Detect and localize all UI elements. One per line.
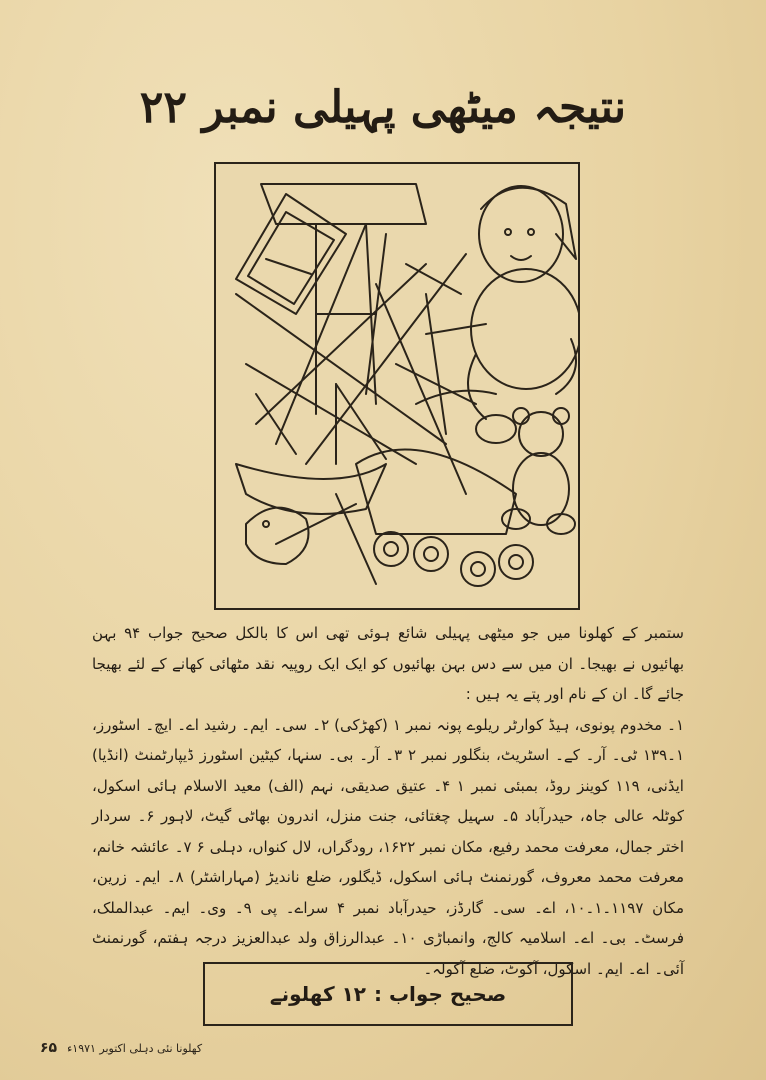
doll-body bbox=[471, 269, 578, 389]
toys-puzzle-drawing bbox=[216, 164, 578, 608]
correct-answer-box bbox=[203, 962, 573, 1026]
answer-label: صحیح جواب : bbox=[374, 982, 507, 1006]
answer-value: ۱۲ کھلونے bbox=[269, 982, 366, 1006]
intro-paragraph: ستمبر کے کھلونا میں جو میٹھی پہیلی شائع ہوئی تھی اس کا بالکل صحیح جواب ۹۴ بہن بھائیوں نے بھیجا۔ ان میں سے دس بہن بھائیوں کو ایک ایک روپیہ نقد مٹھائی کھانے کے لئے بھیجا جائے گا۔ ان کے نام اور پتے یہ ہیں : bbox=[92, 624, 684, 703]
wheel bbox=[499, 545, 533, 579]
puzzle-illustration-frame bbox=[214, 162, 580, 610]
easel-shape bbox=[261, 184, 426, 224]
page-number: ۶۵ bbox=[40, 1040, 58, 1056]
duck-shape bbox=[246, 508, 309, 564]
magazine-issue: کھلونا نئی دہلی اکتوبر ۱۹۷۱ء bbox=[67, 1042, 203, 1055]
pram-body bbox=[356, 449, 516, 534]
page-title: نتیجہ میٹھی پہیلی نمبر ۲۲ bbox=[139, 82, 627, 133]
doll-head bbox=[479, 186, 563, 282]
wheel bbox=[414, 537, 448, 571]
wheel bbox=[374, 532, 408, 566]
page-footer bbox=[40, 1040, 202, 1056]
wheel bbox=[461, 552, 495, 586]
slate-shape bbox=[236, 194, 346, 314]
teddy-head bbox=[519, 412, 563, 456]
results-article bbox=[92, 618, 684, 984]
winners-list: ۱۔ مخدوم پونوی، ہیڈ کوارٹر ریلوے پونہ نمبر ۱ (کھڑکی) ۲۔ سی۔ ایم۔ رشید اے۔ ایچ۔ اسٹورز، ۱۔۱۳۹ ٹی۔ آر۔ کے۔ اسٹریٹ، بنگلور نمبر ۲ ۳۔ آر۔ بی۔ سنہا، کیٹین اسٹورز ڈیپارٹمنٹ (انڈیا) ایڈنی، ۱۱۹ کوینز روڈ، بمبئی نمبر ۱ ۴۔ عتیق صدیقی، نہم (الف) معید الاسلام ہائی اسکول، کوٹلہ عالی جاہ، حیدرآباد ۵۔ سہیل چغتائی، جنت منزل، اندرون بھاٹی گیٹ، لاہور ۶۔ سردار اختر جمال، معرفت محمد رفیع، مکان نمبر ۱۶۲۲، رودگراں، لال کنواں، دہلی ۶ ۷۔ عائشہ خانم، معرفت محمد معروف، گورنمنٹ ہائی اسکول، ڈیگلور، ضلع ناندیڑ (مہاراشٹر) ۸۔ ایم۔ زرین، مکان ۱۱۹۷۔۱۔۱۰، اے۔ سی۔ گارڈز، حیدرآباد نمبر ۴ سراے۔ پی ۹۔ وی۔ ایم۔ عبدالملک، فرسٹ۔ بی۔ اے۔ اسلامیہ کالج، وانمباڑی ۱۰۔ عبدالرزاق ولد عبدالعزیز درجہ ہفتم، گورنمنٹ آئی۔ اے۔ ایم۔ اسکول، آکوٹ، ضلع آکولہ۔ bbox=[92, 715, 685, 978]
